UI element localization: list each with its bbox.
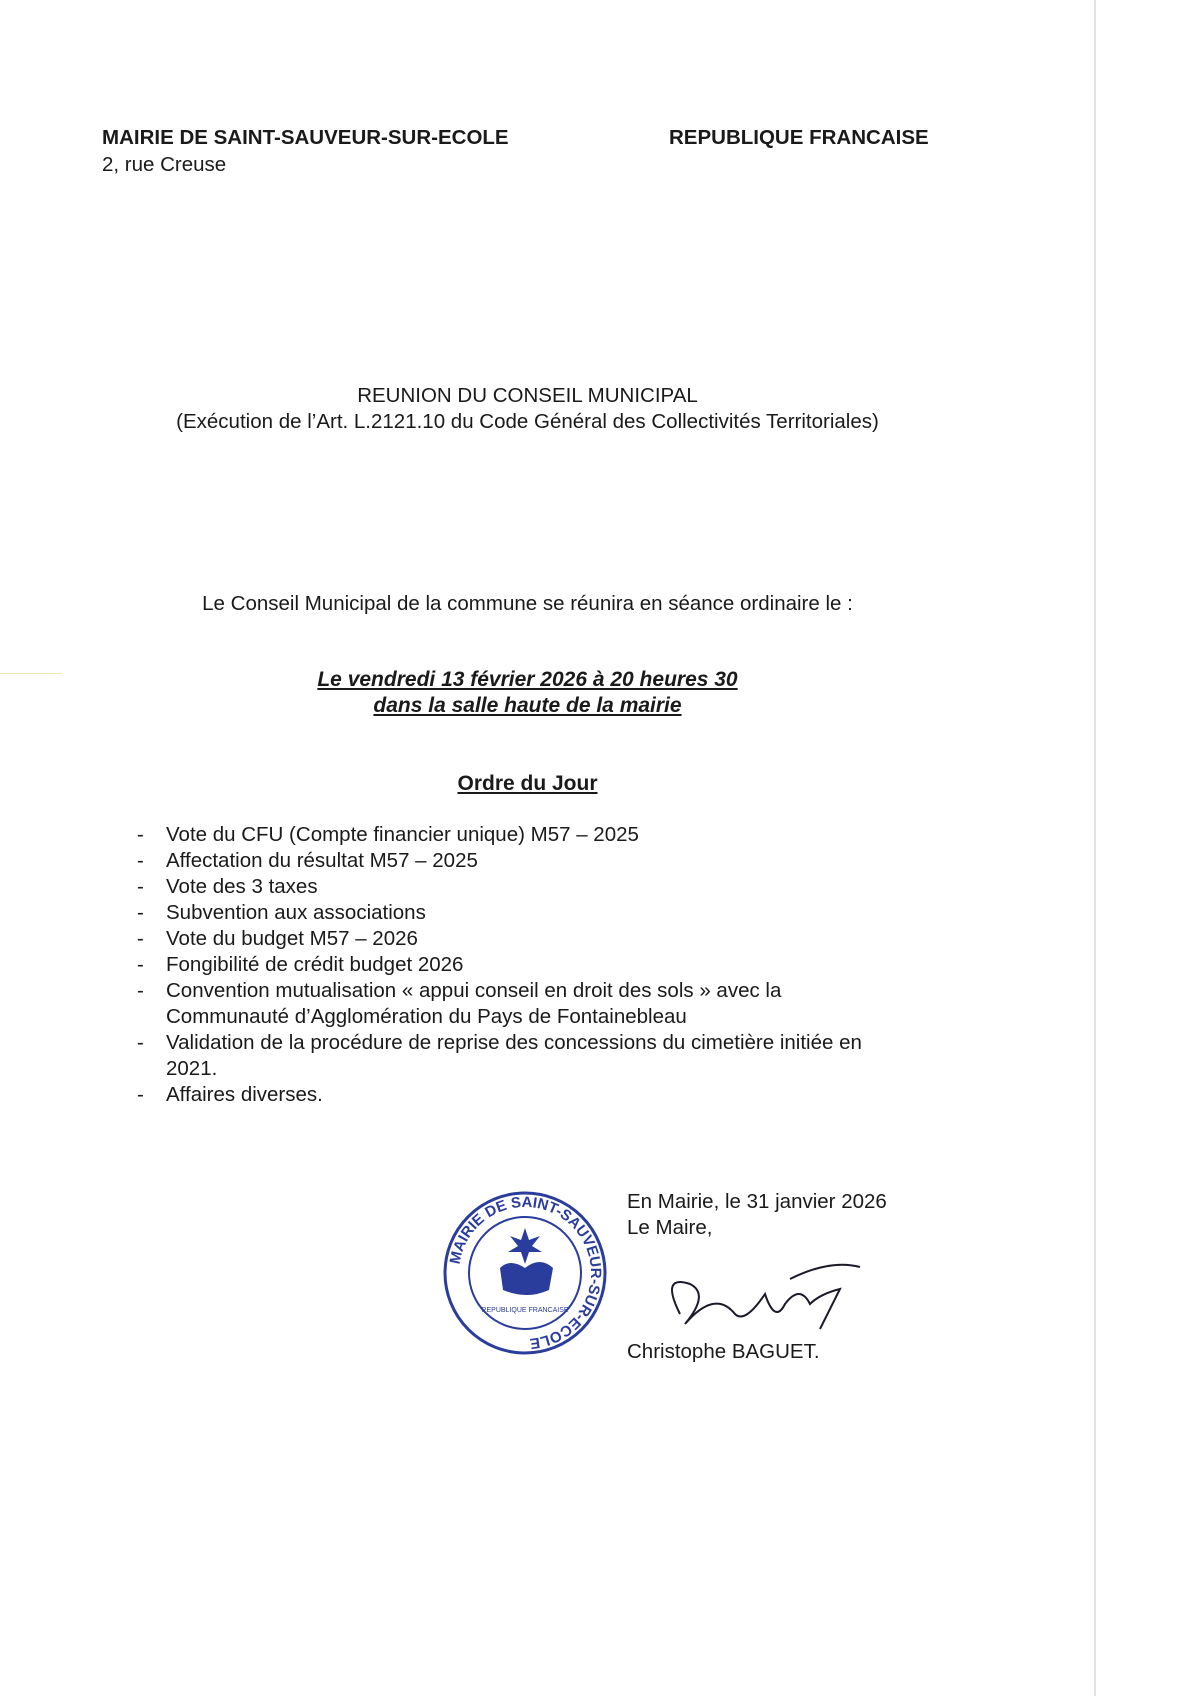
bullet-dash: - — [137, 849, 144, 872]
agenda-item-text: Vote du CFU (Compte financier unique) M57 – 2025 — [166, 823, 639, 846]
bullet-dash: - — [137, 979, 144, 1002]
document-title: REUNION DU CONSEIL MUNICIPAL — [357, 384, 698, 407]
agenda-item-text: Convention mutualisation « appui conseil en droit des sols » avec la — [166, 979, 782, 1002]
stamp-emblem-icon — [500, 1228, 553, 1295]
document-subtitle: (Exécution de l’Art. L.2121.10 du Code Général des Collectivités Territoriales) — [176, 410, 879, 433]
bullet-dash: - — [137, 1031, 144, 1054]
meeting-date-line — [0, 668, 1055, 694]
agenda-item-text: Subvention aux associations — [166, 901, 426, 924]
agenda-item-text: Affectation du résultat M57 – 2025 — [166, 849, 478, 872]
agenda-item — [137, 1082, 953, 1108]
agenda-item — [137, 1030, 953, 1082]
intro-text: Le Conseil Municipal de la commune se réunira en séance ordinaire le : — [202, 592, 853, 615]
agenda-item — [137, 978, 953, 1030]
agenda-item-text: Communauté d’Agglomération du Pays de Fontainebleau — [166, 1005, 687, 1028]
agenda-item-text: Affaires diverses. — [166, 1083, 323, 1106]
agenda-item-text: 2021. — [166, 1057, 218, 1080]
bullet-dash: - — [137, 823, 144, 846]
agenda-item — [137, 848, 953, 874]
place-date: En Mairie, le 31 janvier 2026 — [627, 1190, 887, 1213]
official-stamp — [440, 1188, 610, 1358]
meeting-place: dans la salle haute de la mairie — [373, 694, 682, 717]
republic-label: REPUBLIQUE FRANCAISE — [669, 126, 929, 149]
issuer-address: 2, rue Creuse — [102, 153, 227, 176]
agenda-item-text: Vote du budget M57 – 2026 — [166, 927, 418, 950]
bullet-dash: - — [137, 953, 144, 976]
bullet-dash: - — [137, 875, 144, 898]
agenda-item-text: Fongibilité de crédit budget 2026 — [166, 953, 464, 976]
signatory-role: Le Maire, — [627, 1216, 713, 1239]
agenda-item — [137, 900, 953, 926]
bullet-dash: - — [137, 1083, 144, 1106]
agenda-item — [137, 874, 953, 900]
bullet-dash: - — [137, 927, 144, 950]
stamp-small-text: REPUBLIQUE FRANCAISE — [481, 1307, 569, 1314]
stamp-text: MAIRIE DE SAINT-SAUVEUR-SUR-ECOLE — [446, 1193, 605, 1352]
agenda-item — [137, 926, 953, 952]
meeting-date: Le vendredi 13 février 2026 à 20 heures 30 — [317, 668, 738, 691]
meeting-place-line — [0, 694, 1055, 720]
signatory-name: Christophe BAGUET. — [627, 1340, 820, 1363]
agenda-item — [137, 822, 953, 848]
handwritten-signature — [640, 1244, 880, 1334]
agenda-list — [137, 822, 953, 1108]
agenda-heading: Ordre du Jour — [457, 772, 598, 795]
issuer-name: MAIRIE DE SAINT-SAUVEUR-SUR-ECOLE — [102, 126, 509, 149]
bullet-dash: - — [137, 901, 144, 924]
agenda-item-text: Vote des 3 taxes — [166, 875, 318, 898]
agenda-heading-line — [0, 772, 1055, 798]
agenda-item-text: Validation de la procédure de reprise des concessions du cimetière initiée en — [166, 1031, 862, 1054]
scan-edge — [1094, 0, 1096, 1696]
agenda-item — [137, 952, 953, 978]
